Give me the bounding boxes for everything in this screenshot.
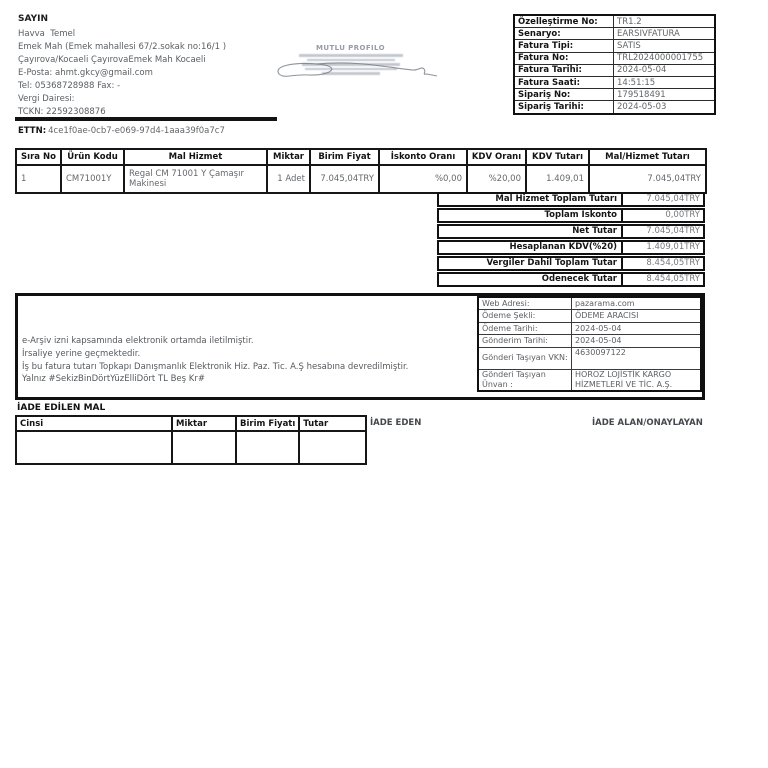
invoice-meta-row (514, 28, 715, 40)
col-header-miktar: Miktar (267, 149, 310, 165)
invoice-meta-row (514, 64, 715, 76)
totals-label: Ödenecek Tutar (541, 274, 617, 284)
shipping-value: 2024-05-04 (572, 335, 702, 348)
note-line-yalniz: Yalnız #SekizBinDörtYüzElliDört TL Beş Kr# (22, 374, 205, 385)
shipping-label: Ödeme Şekli: (478, 310, 572, 323)
shipping-label: Gönderi Taşıyan VKN: (478, 347, 572, 369)
invoice-meta-value: EARSIVFATURA (614, 28, 716, 40)
shipping-row (478, 369, 701, 391)
item-mal-hizmet: Regal CM 71001 Y Çamaşır Makinesi (124, 165, 267, 193)
shipping-row (478, 335, 701, 348)
invoice-meta-value: 2024-05-03 (614, 101, 716, 114)
signature-stamp (283, 44, 418, 98)
shipping-table (477, 296, 702, 392)
totals-value: 7.045,04TRY (621, 226, 703, 237)
shipping-value: HOROZ LOJİSTİK KARGO HİZMETLERİ VE TİC. A.Ş. (572, 369, 702, 391)
note-line-earsiv: e-Arşiv izni kapsamında elektronik ortamda iletilmiştir. (22, 336, 254, 346)
note-line-irsaliye: İrsaliye yerine geçmektedir. (22, 348, 141, 359)
returns-table (15, 415, 367, 465)
notes-box (15, 293, 705, 400)
totals-row (437, 272, 705, 287)
col-header-kdv-orani: KDV Oranı (467, 149, 526, 165)
invoice-meta-label: Fatura Tarihi: (514, 64, 614, 76)
invoice-meta-label: Fatura Saati: (514, 76, 614, 88)
returns-empty-row (16, 431, 366, 464)
invoice-meta-label: Senaryo: (514, 28, 614, 40)
invoice-meta-label: Sipariş No: (514, 89, 614, 101)
item-kdv-orani: %20,00 (467, 165, 526, 193)
shipping-row (478, 322, 701, 335)
totals-value: 8.454,05TRY (621, 274, 703, 285)
invoice-meta-row (514, 101, 715, 114)
invoice-meta-table (513, 14, 716, 115)
items-table (15, 148, 707, 194)
returns-col-birim-fiyati: Birim Fiyatı (236, 416, 299, 431)
customer-name: Havva Temel (18, 29, 76, 39)
totals-value: 0,00TRY (621, 210, 703, 221)
customer-phone: Tel: 05368728988 Fax: - (18, 81, 121, 91)
totals-row (437, 256, 705, 271)
shipping-value: 2024-05-04 (572, 322, 702, 335)
shipping-value: ÖDEME ARACISI (572, 310, 702, 323)
totals-label: Net Tutar (572, 226, 617, 236)
col-header-sira-no: Sıra No (16, 149, 61, 165)
invoice-meta-value: TR1.2 (614, 15, 716, 28)
invoice-meta-value: 179518491 (614, 89, 716, 101)
col-header-iskonto-orani: İskonto Oranı (379, 149, 467, 165)
invoice-meta-value: SATIS (614, 40, 716, 52)
shipping-label: Gönderim Tarihi: (478, 335, 572, 348)
customer-address-line2: Çayırova/Kocaeli ÇayırovaEmek Mah Kocaeli (18, 55, 206, 65)
invoice-meta-value: 14:51:15 (614, 76, 716, 88)
returns-section-title: İADE EDİLEN MAL (17, 403, 106, 413)
col-header-urun-kodu: Ürün Kodu (61, 149, 124, 165)
totals-label: Hesaplanan KDV(%20) (509, 242, 617, 252)
invoice-meta-row (514, 89, 715, 101)
totals-row (437, 224, 705, 239)
totals-row (437, 192, 705, 207)
col-header-kdv-tutari: KDV Tutarı (526, 149, 589, 165)
col-header-mal-hizmet: Mal Hizmet (124, 149, 267, 165)
shipping-row (478, 347, 701, 369)
invoice-meta-label: Fatura Tipi: (514, 40, 614, 52)
invoice-meta-row (514, 76, 715, 88)
returns-empty-cell (236, 431, 299, 464)
customer-email: E-Posta: ahmt.gkcy@gmail.com (18, 68, 153, 78)
customer-block (18, 13, 298, 119)
col-header-birim-fiyat: Birim Fiyat (310, 149, 379, 165)
item-birim-fiyat: 7.045,04TRY (310, 165, 379, 193)
totals-label: Mal Hizmet Toplam Tutarı (495, 194, 617, 204)
iade-eden-label: İADE EDEN (370, 418, 422, 428)
customer-tckn: TCKN: 22592308876 (18, 107, 106, 117)
notes-text (22, 335, 408, 386)
totals-row (437, 208, 705, 223)
totals-row (437, 240, 705, 255)
shipping-label: Ödeme Tarihi: (478, 322, 572, 335)
invoice-meta-row (514, 52, 715, 64)
item-iskonto-orani: %0,00 (379, 165, 467, 193)
item-mal-hizmet-tutari: 7.045,04TRY (589, 165, 706, 193)
shipping-row (478, 310, 701, 323)
returns-empty-cell (299, 431, 366, 464)
item-urun-kodu: CM71001Y (61, 165, 124, 193)
returns-empty-cell (16, 431, 172, 464)
item-miktar: 1 Adet (267, 165, 310, 193)
invoice-meta-label: Fatura No: (514, 52, 614, 64)
item-sira-no: 1 (16, 165, 61, 193)
ettn-line (18, 126, 225, 136)
divider-bar (15, 117, 277, 121)
totals-label: Vergiler Dahil Toplam Tutar (486, 258, 617, 268)
ettn-value: 4ce1f0ae-0cb7-e069-97d4-1aaa39f0a7c7 (48, 126, 225, 136)
signature-scribble (271, 48, 441, 98)
shipping-value: 4630097122 (572, 347, 702, 369)
totals-value: 7.045,04TRY (621, 194, 703, 205)
shipping-label: Gönderi Taşıyan Ünvan : (478, 369, 572, 391)
totals-table (437, 192, 705, 288)
item-row (16, 165, 706, 193)
invoice-meta-row (514, 15, 715, 28)
invoice-meta-row (514, 40, 715, 52)
invoice-meta-value: 2024-05-04 (614, 64, 716, 76)
returns-col-miktar: Miktar (172, 416, 236, 431)
customer-tax-office: Vergi Dairesi: (18, 94, 75, 104)
invoice-meta-label: Sipariş Tarihi: (514, 101, 614, 114)
customer-address-line1: Emek Mah (Emek mahallesi 67/2.sokak no:16/1 ) (18, 42, 227, 52)
shipping-value: pazarama.com (572, 297, 702, 310)
iade-alan-label: İADE ALAN/ONAYLAYAN (592, 418, 703, 428)
shipping-row (478, 297, 701, 310)
returns-col-cinsi: Cinsi (16, 416, 172, 431)
items-header-row (16, 149, 706, 165)
item-kdv-tutari: 1.409,01 (526, 165, 589, 193)
returns-col-tutar: Tutar (299, 416, 366, 431)
note-line-devir: İş bu fatura tutarı Topkapı Danışmanlık Elektronik Hiz. Paz. Tic. A.Ş hesabına devredilmiştir. (22, 361, 409, 372)
invoice-meta-value: TRL2024000001755 (614, 52, 716, 64)
invoice-meta-label: Özelleştirme No: (514, 15, 614, 28)
shipping-label: Web Adresi: (478, 297, 572, 310)
totals-value: 1.409,01TRY (621, 242, 703, 253)
customer-title: SAYIN (18, 14, 48, 24)
totals-value: 8.454,05TRY (621, 258, 703, 269)
ettn-label: ETTN: (18, 126, 47, 136)
returns-header-row (16, 416, 366, 431)
returns-empty-cell (172, 431, 236, 464)
totals-label: Toplam İskonto (544, 210, 617, 220)
col-header-mal-hizmet-tutari: Mal/Hizmet Tutarı (589, 149, 706, 165)
stamp-company-name: MUTLU PROFILO (316, 44, 385, 52)
